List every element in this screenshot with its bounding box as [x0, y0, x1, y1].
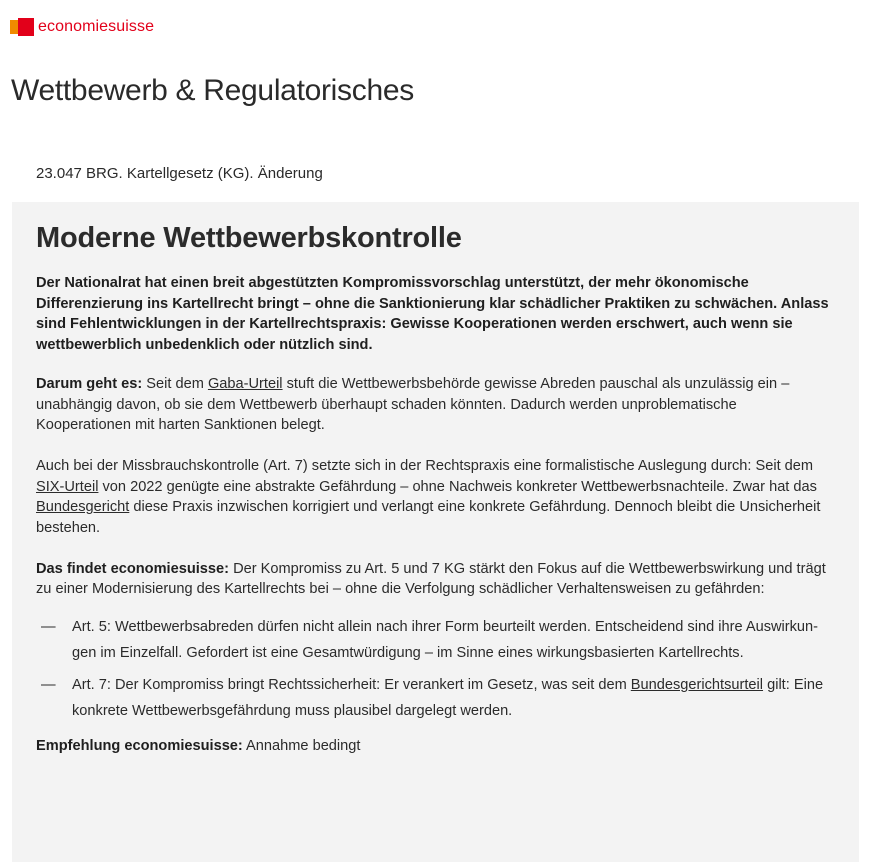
text: gilt: Eine konkrete Wettbewerbsgefährdung muss plausibel dargelegt werden.	[72, 677, 824, 720]
paragraph-position	[36, 559, 835, 600]
recommendation	[36, 736, 835, 756]
list-item	[36, 672, 835, 724]
dash-icon: —	[41, 677, 56, 694]
site-header	[10, 18, 154, 36]
text: Seit dem	[142, 375, 208, 392]
text: Art. 5: Wettbewerbsabreden dürfen nicht allein nach ihrer Form beurteilt werden. Entscheidend sind ihre Auswirkun- gen im Einzelfall. Gefordert ist eine Gesamtwürdigung – im Sinne eines wirkungsbasierten Kartellrechts.	[72, 619, 819, 662]
recommendation-value: Annahme bedingt	[242, 738, 361, 755]
link-bundesgerichtsurteil[interactable]: Bundesgerichtsurteil	[630, 677, 764, 694]
link-bundesgericht[interactable]: Bundesgericht	[36, 499, 130, 516]
logo-icon[interactable]	[10, 18, 34, 36]
text: Auch bei der Missbrauchskontrolle (Art. 7) setzte sich in der Rechtspraxis eine formalistische Auslegung durch: Seit dem	[36, 457, 814, 474]
list-item	[36, 614, 835, 666]
article-lead: Der Nationalrat hat einen breit abgestützten Kompromissvorschlag unterstützt, der mehr ökonomische Differenzierung ins Kartellrecht bringt – ohne die Sanktionierung klar schädlicher Praktiken zu schwächen. Anlass sind Fehlentwicklungen in der Kartellrechtspraxis: Gewisse Kooperationen werden erschwert, auch wenn sie wettbewerblich unbedenklich oder nützlich sind.	[36, 275, 829, 354]
article-heading: Moderne Wettbewerbskontrolle	[36, 222, 462, 254]
article-card	[12, 202, 859, 862]
page-title: Wettbewerb & Regulatorisches	[11, 74, 414, 107]
bill-reference: 23.047 BRG. Kartellgesetz (KG). Änderung	[36, 165, 323, 182]
text: Art. 7: Der Kompromiss bringt Rechtssicherheit: Er verankert im Gesetz, was seit dem	[72, 677, 631, 694]
text: von 2022 genügte eine abstrakte Gefährdung – ohne Nachweis konkreter Wettbewerbsnachteile. Zwar hat das	[98, 478, 817, 495]
link-gaba-urteil[interactable]: Gaba-Urteil	[207, 375, 283, 392]
dash-icon: —	[41, 619, 56, 636]
recommendation-label: Empfehlung economiesuisse:	[36, 738, 243, 755]
article-list	[36, 614, 835, 724]
label-background: Darum geht es:	[36, 375, 143, 392]
paragraph-misuse-control	[36, 456, 835, 539]
text: Der Kompromiss zu Art. 5 und 7 KG stärkt den Fokus auf die Wettbewerbswirkung und trägt zu einer Modernisierung des Kartellrechts bei – ohne die Verfolgung schädlicher Verhaltensweisen zu gefährden:	[36, 560, 826, 598]
text: diese Praxis inzwischen korrigiert und verlangt eine konkrete Gefährdung. Dennoch bleibt die Unsicherheit bestehen.	[36, 499, 821, 537]
link-six-urteil[interactable]: SIX-Urteil	[36, 478, 99, 495]
brand-name[interactable]: economiesuisse	[38, 18, 155, 35]
paragraph-background	[36, 374, 835, 436]
label-position: Das findet economiesuisse:	[36, 560, 230, 577]
text: stuft die Wettbewerbsbehörde gewisse Abreden pauschal als unzulässig ein – unabhängig davon, ob sie dem Wettbewerb überhaupt schaden könnten. Dadurch werden unproblematische Kooperationen mit harten Sanktionen belegt.	[36, 375, 790, 434]
